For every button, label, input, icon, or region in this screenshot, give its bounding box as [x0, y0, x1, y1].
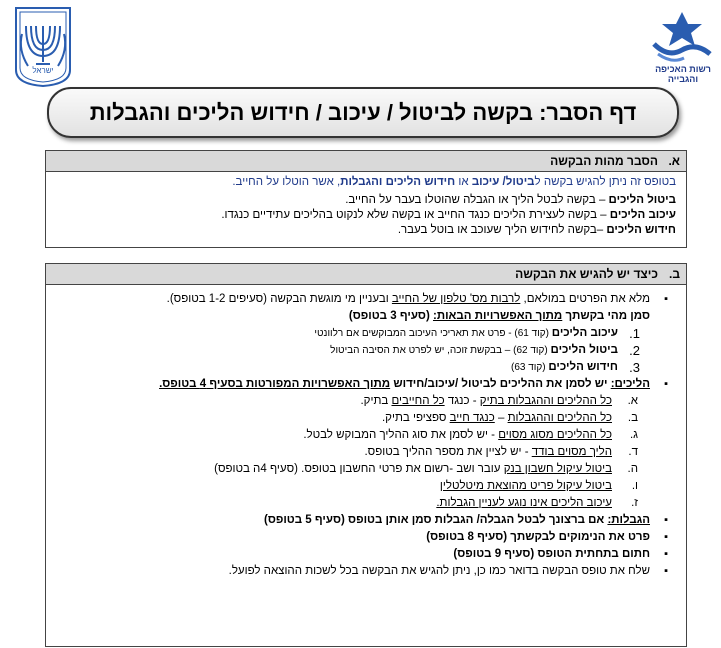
item-number: 2.	[629, 343, 640, 358]
item-letter: ג.	[629, 429, 638, 441]
item-letter: ד.	[628, 446, 638, 458]
instruction-underlined: מתוך האפשרויות המפורטות בסעיף 4 בטופס.	[159, 378, 391, 390]
option-term: חידוש הליכים	[548, 361, 618, 373]
option-code: (קוד 61)	[514, 328, 552, 339]
definition-desc: – בקשה לבטל הליך או הגבלה שהוטלו בעבר על החייב.	[345, 194, 609, 206]
instruction-text: ובעניין מי מוגשת הבקשה (סעיפים 1-2 בטופס).	[166, 293, 392, 305]
item-number: 1.	[629, 326, 640, 341]
instruction-limitations	[54, 512, 674, 529]
section-b-header	[46, 264, 686, 285]
page-title: דף הסבר: בקשה לביטול / עיכוב / חידוש הליכים והגבלות	[89, 99, 637, 125]
choice-main: עיכוב הליכים אינו נוגע לעניין הגבלות.	[436, 497, 612, 509]
section-a-letter: א.	[668, 154, 680, 168]
item-letter: ז.	[631, 497, 638, 509]
instruction-sign: ▪ חתום בתחתית הטופס (סעיף 9 בטופס)	[54, 546, 674, 563]
choice-rest: - יש לסמן את סוג ההליך המבוקש לבטל.	[303, 429, 499, 441]
instruction-send: ▪ שלח את טופס הבקשה בדואר כמו כן, ניתן להגיש את הבקשה בכל לשכות ההוצאה לפועל.	[54, 563, 674, 580]
list-item	[54, 342, 640, 359]
choice-rest: עובר ושב -רשום את פרטי החשבון בטופס. (סעיף 4ה בטופס)	[214, 463, 504, 475]
list-item	[54, 325, 640, 342]
instruction-text: יש לסמן את ההליכים לביטול /עיכוב/חידוש	[390, 378, 611, 390]
section-a-header	[46, 151, 686, 172]
list-item	[54, 444, 638, 461]
instruction-underlined: לרבות מס' טלפון של החייב	[391, 293, 521, 305]
section-b-title: כיצד יש להגיש את הבקשה	[515, 267, 658, 281]
choice-tail: בתיק.	[360, 395, 392, 407]
definition-cancel	[56, 193, 676, 208]
intro-bold-cancel-delay: ביטול/ עיכוב	[471, 176, 535, 188]
definition-desc: –בקשה לחידוש הליך שעוכב או בוטל בעבר.	[397, 224, 607, 236]
item-letter: ו.	[631, 480, 638, 492]
instruction-underlined: מתוך האפשרויות הבאות:	[432, 310, 563, 322]
intro-bold-renewal: חידוש הליכים והגבלות	[340, 176, 456, 188]
instruction-underlined: הגבלות:	[607, 514, 650, 526]
choice-main: כל ההליכים מסוג מסוים	[498, 429, 612, 441]
option-term: עיכוב הליכים	[551, 327, 618, 339]
choice-main: כל ההליכים וההגבלות	[507, 412, 612, 424]
instruction-procedures	[54, 376, 674, 393]
intro-text: בטופס זה ניתן להגיש בקשה ל	[534, 176, 676, 188]
option-code: (קוד 62)	[513, 345, 551, 356]
choice-rest: –	[494, 412, 508, 424]
list-item	[54, 410, 638, 427]
instruction-text: אם ברצונך לבטל הגבלה/ הגבלות סמן אותן בטופס (סעיף 5 בטופס)	[263, 514, 608, 526]
instruction-text: מלא את הפרטים במולאם,	[520, 293, 650, 305]
list-item	[54, 461, 638, 478]
section-a	[45, 150, 687, 248]
intro-or: או	[455, 176, 472, 188]
choice-rest: - כנגד	[444, 395, 480, 407]
item-letter: א.	[627, 395, 638, 407]
request-options-list	[54, 325, 674, 376]
choice-main: ביטול עיקול פריט מהוצאת מיטלטלין	[439, 480, 612, 492]
instruction-mark-request	[54, 308, 674, 325]
choice-main: כל ההליכים וההגבלות בתיק	[479, 395, 612, 407]
item-letter: ב.	[627, 412, 638, 424]
list-item	[54, 495, 638, 512]
instruction-text: סמן מהי בקשתך	[562, 310, 650, 322]
option-term: ביטול הליכים	[550, 344, 618, 356]
definition-term: עיכוב הליכים	[609, 209, 676, 221]
option-desc: - פרט את תאריכי העיכוב המבוקשים אם רלוונטי	[314, 328, 515, 339]
option-desc: – בבקשת זוכה, יש לפרט את הסיבה הביטול	[330, 345, 514, 356]
definition-renewal	[56, 223, 676, 238]
definition-term: חידוש הליכים	[606, 224, 676, 236]
state-emblem	[12, 4, 74, 88]
list-item	[54, 427, 638, 444]
option-code: (קוד 63)	[510, 362, 549, 373]
item-letter: ה.	[627, 463, 638, 475]
list-item	[54, 393, 638, 410]
item-number: 3.	[629, 360, 640, 375]
section-a-title: הסבר מהות הבקשה	[550, 154, 658, 168]
list-item	[54, 478, 638, 495]
list-item	[54, 359, 640, 376]
definition-delay	[56, 208, 676, 223]
procedure-choices-list	[54, 393, 674, 512]
choice-rest: - יש לציין את מספר ההליך בטופס.	[364, 446, 532, 458]
instruction-reasons: ▪ פרט את הנימוקים לבקשתך (סעיף 8 בטופס)	[54, 529, 674, 546]
choice-tail: ספציפי בתיק.	[381, 412, 450, 424]
definition-desc: – בקשה לעצירת הליכים כנגד החייב או בקשה שלא לנקוט בהליכים עתידיים כנגדו.	[221, 209, 610, 221]
section-b-letter: ב.	[668, 267, 680, 281]
org-name: רשות האכיפה והגבייה	[655, 64, 711, 84]
instruction-fill-details	[54, 291, 674, 308]
section-a-intro	[56, 175, 676, 190]
instruction-text: (סעיף 3 בטופס)	[348, 310, 433, 322]
intro-end: , אשר הוטלו על החייב.	[232, 176, 341, 188]
section-b	[45, 263, 687, 647]
choice-main: ביטול עיקול חשבון בנק	[503, 463, 612, 475]
choice-extra: כנגד חייב	[449, 412, 495, 424]
choice-main: הליך מסוים בודד	[531, 446, 612, 458]
definition-term: ביטול הליכים	[608, 194, 676, 206]
page-title-banner	[47, 87, 679, 138]
emblem-text: ישראל	[32, 66, 54, 75]
choice-extra: כל החייבים	[391, 395, 445, 407]
instruction-underlined: הליכים:	[610, 378, 650, 390]
